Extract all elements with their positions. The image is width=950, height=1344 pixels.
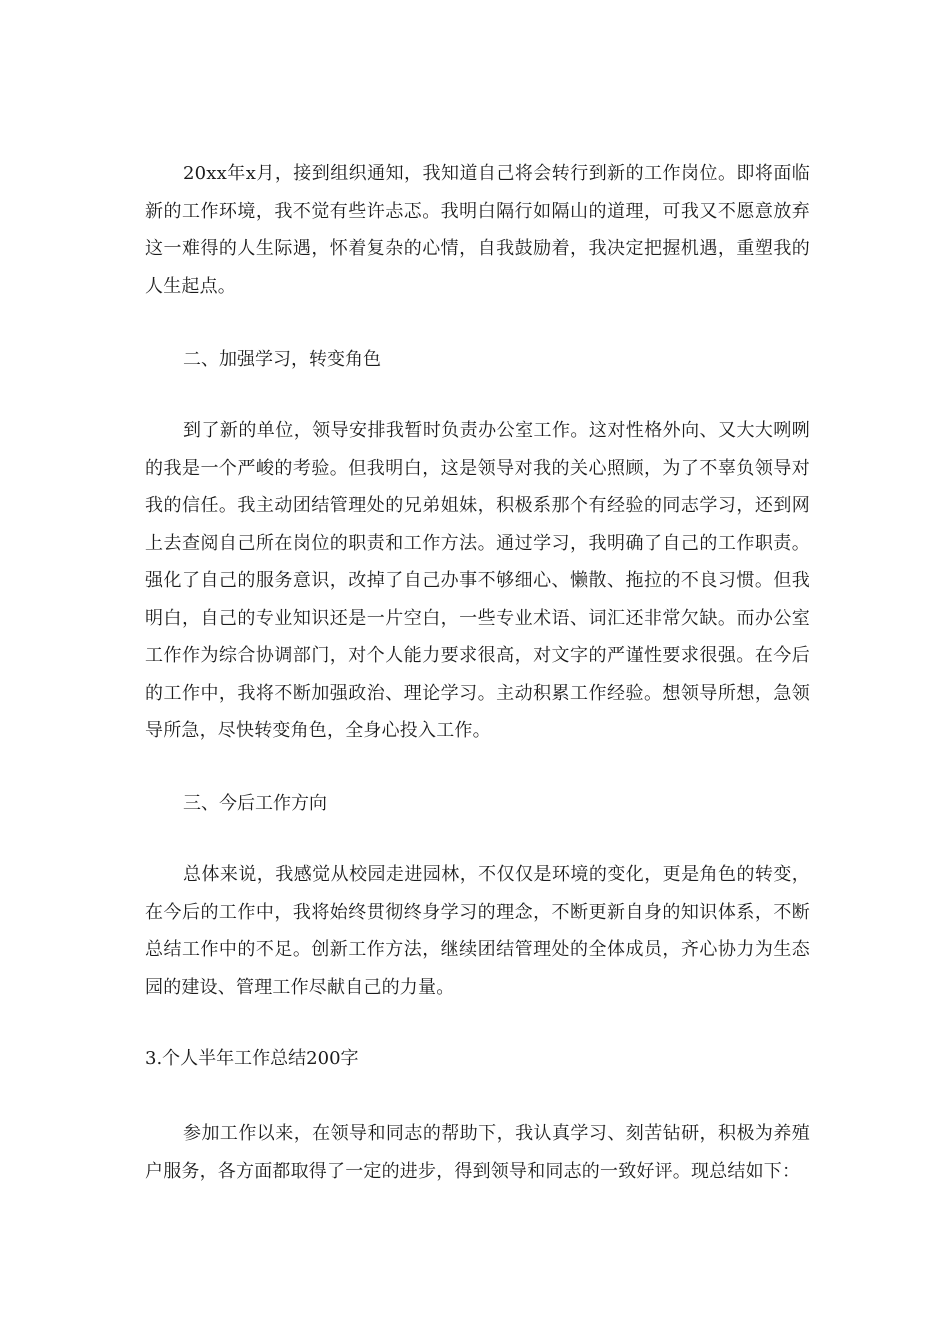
section-heading-direction: 三、今后工作方向 [183, 793, 327, 814]
section-heading-study: 二、加强学习，转变角色 [183, 349, 381, 370]
paragraph-intro: 20xx年x月，接到组织通知，我知道自己将会转行到新的工作岗位。即将面临新的工作环境，我不觉有些许忐忑。我明白隔行如隔山的道理，可我又不愿意放弃这一难得的人生际遇，怀着复杂的心情，自我鼓励着，我决定把握机遇，重塑我的人生起点。 [145, 163, 810, 297]
paragraph-study: 到了新的单位，领导安排我暂时负责办公室工作。这对性格外向、又大大咧咧的我是一个严峻的考验。但我明白，这是领导对我的关心照顾，为了不辜负领导对我的信任。我主动团结管理处的兄弟姐妹，积极系那个有经验的同志学习，还到网上去查阅自己所在岗位的职责和工作方法。通过学习，我明确了自己的工作职责。强化了自己的服务意识，改掉了自己办事不够细心、懒散、拖拉的不良习惯。但我明白，自己的专业知识还是一片空白，一些专业术语、词汇还非常欠缺。而办公室工作作为综合协调部门，对个人能力要求很高，对文字的严谨性要求很强。在今后的工作中，我将不断加强政治、理论学习。主动积累工作经验。想领导所想，急领导所急，尽快转变角色，全身心投入工作。 [145, 420, 810, 741]
paragraph-summary: 参加工作以来，在领导和同志的帮助下，我认真学习、刻苦钻研，积极为养殖户服务，各方面都取得了一定的进步，得到领导和同志的一致好评。现总结如下： [145, 1123, 810, 1182]
section-title-summary: 3.个人半年工作总结200字 [145, 1048, 359, 1069]
paragraph-direction: 总体来说，我感觉从校园走进园林，不仅仅是环境的变化，更是角色的转变，在今后的工作中，我将始终贯彻终身学习的理念，不断更新自身的知识体系，不断总结工作中的不足。创新工作方法，继续团结管理处的全体成员，齐心协力为生态园的建设、管理工作尽献自己的力量。 [145, 864, 810, 998]
